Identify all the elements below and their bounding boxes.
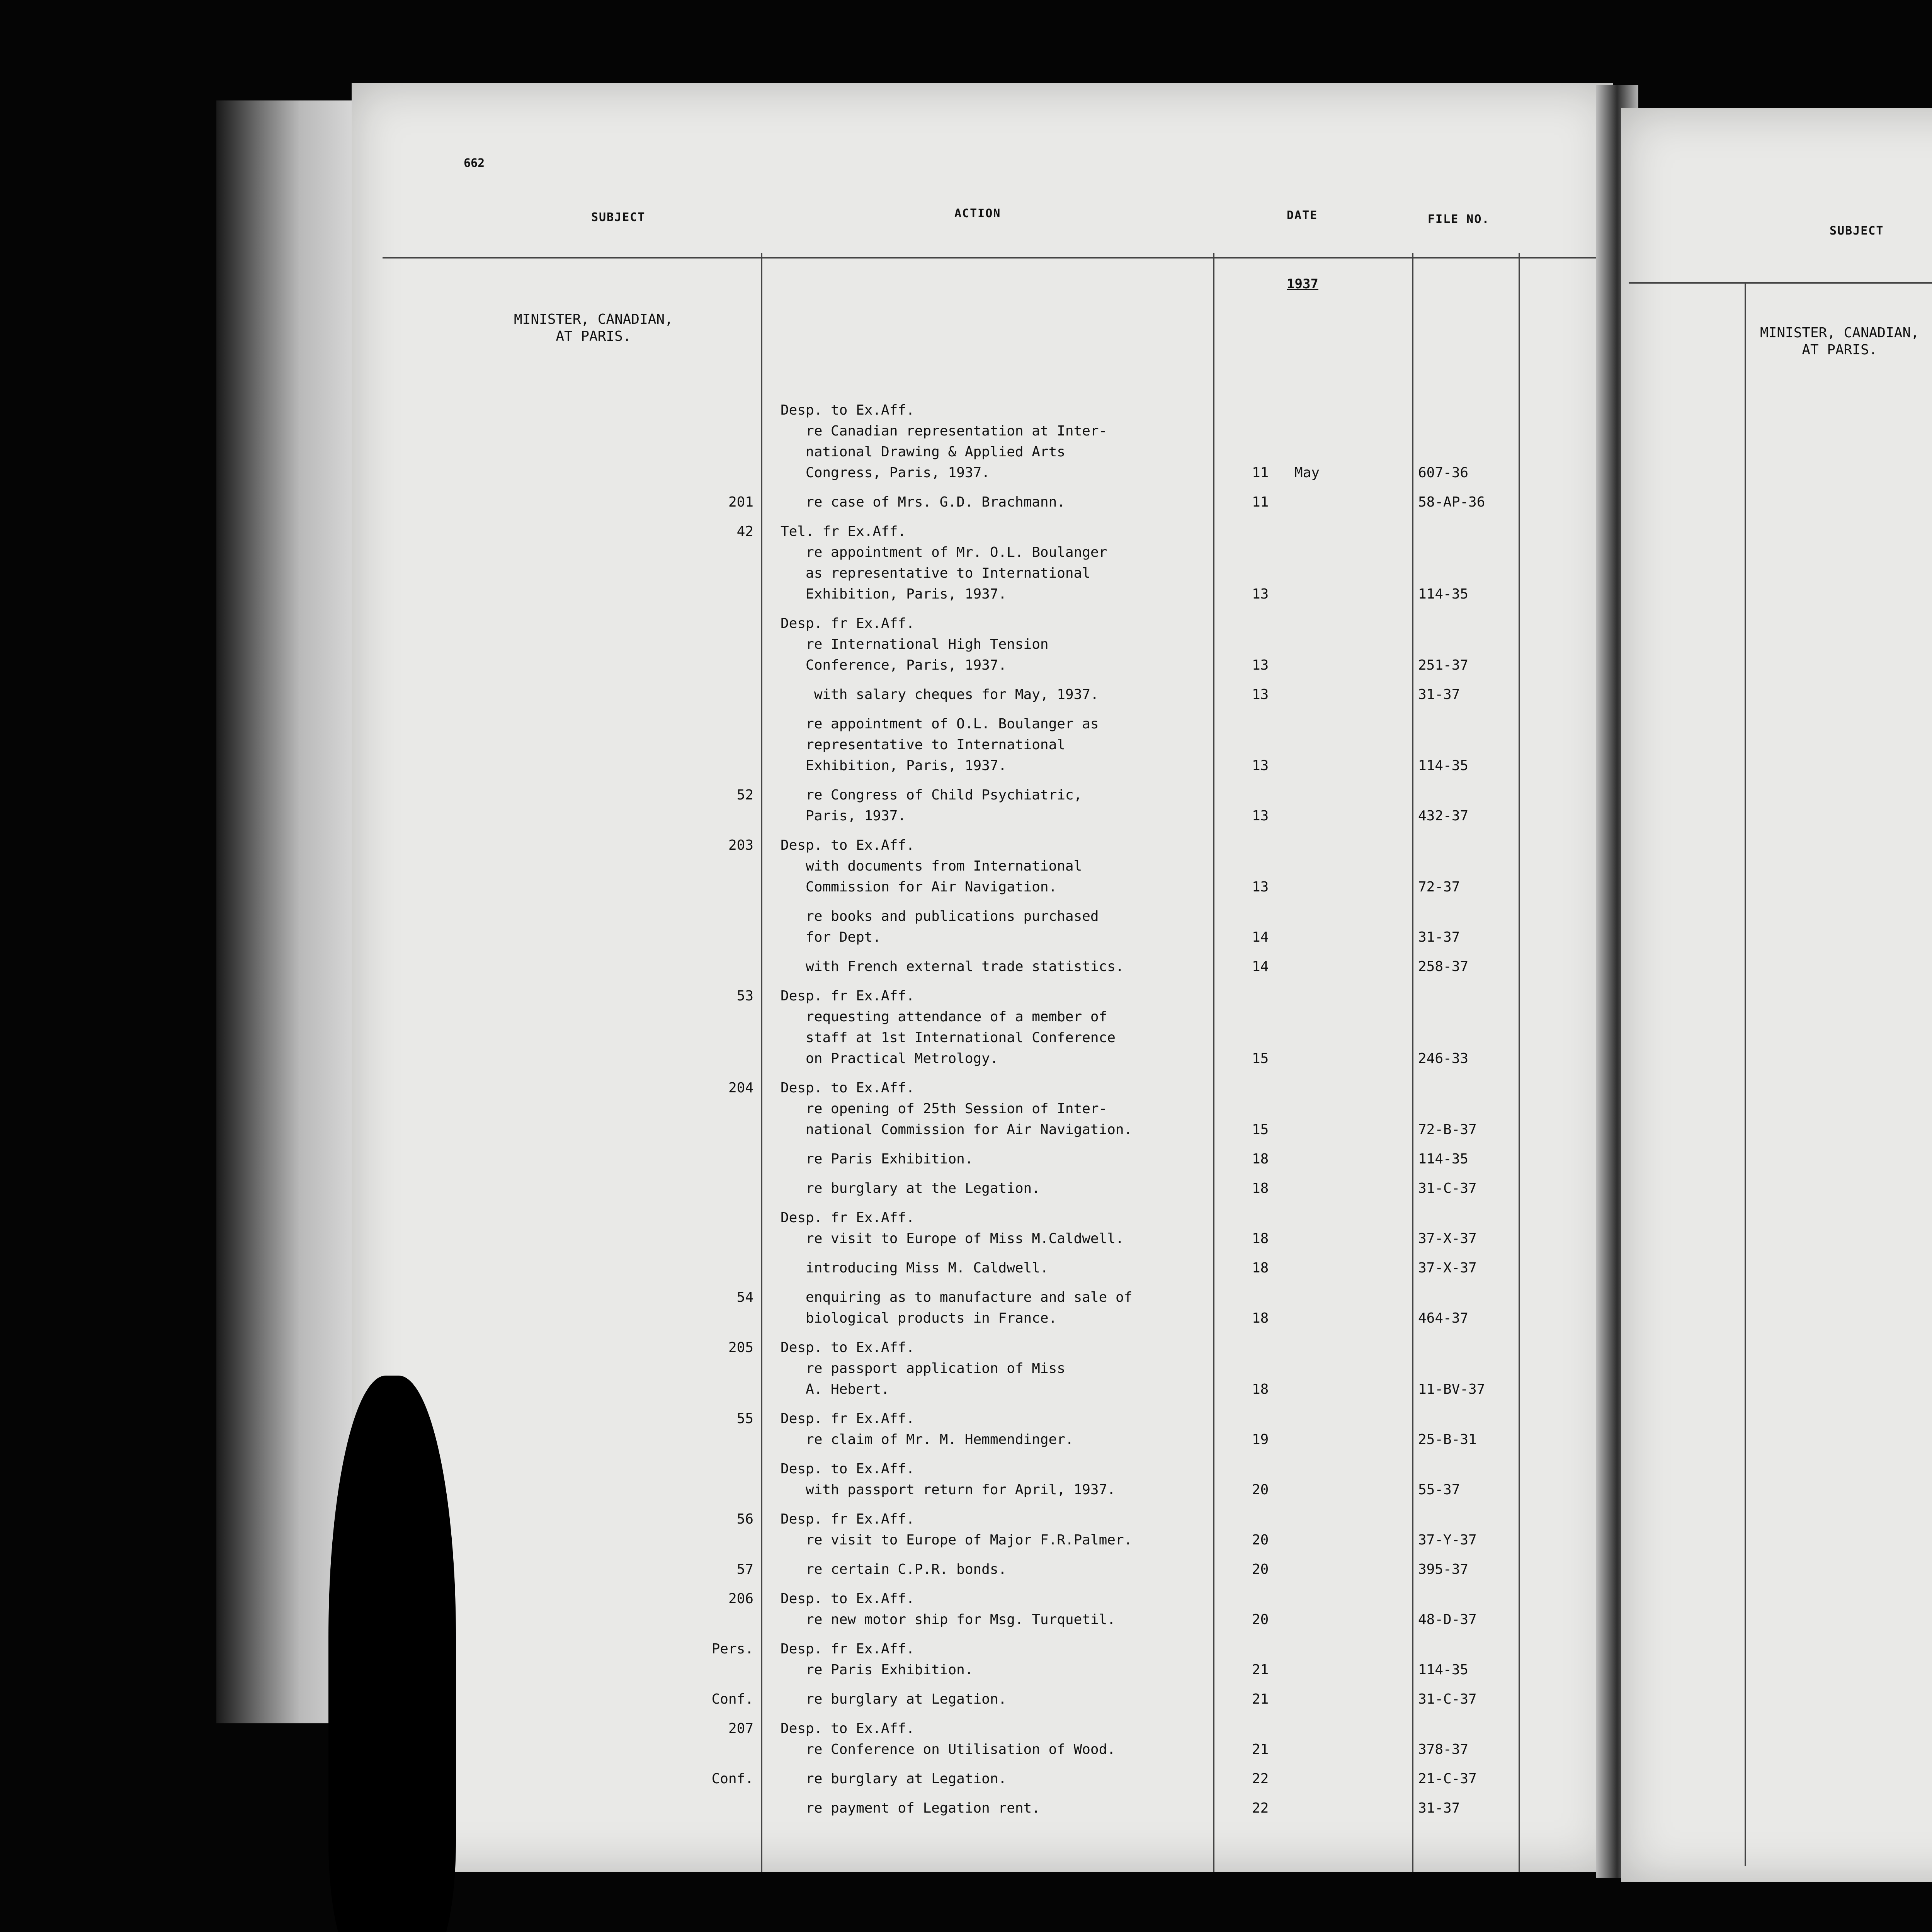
entry-number xyxy=(1911,1189,1932,1211)
entry-number xyxy=(1911,549,1932,571)
entry-number xyxy=(1911,1578,1932,1600)
entry-day: 20 xyxy=(1252,1482,1269,1498)
entry-number: 57 xyxy=(736,1561,753,1577)
entry-row xyxy=(352,1337,1613,1400)
entry-action: re appointment of O.L. Boulanger as representative to International Exhibition, Paris, 1937. xyxy=(806,716,1099,774)
entry-file-number: 31-37 xyxy=(1418,929,1460,945)
entry-number: Conf. xyxy=(711,1691,753,1707)
entry-day: 13 xyxy=(1252,808,1269,824)
action-column-header: ACTION xyxy=(954,207,1001,220)
entry-row xyxy=(1621,768,1932,790)
book-binding xyxy=(216,100,355,1723)
entry-action: re payment of Legation rent. xyxy=(781,1800,1040,1816)
entry-file-number: 395-37 xyxy=(1418,1561,1469,1577)
entry-day: 11 xyxy=(1252,465,1269,481)
entry-file-number: 251-37 xyxy=(1418,657,1469,673)
entry-action: Desp. to Ex.Aff. with passport return for April, 1937. xyxy=(781,1461,1116,1498)
entry-file-number: 432-37 xyxy=(1418,808,1469,824)
entry-action: re burglary at Legation. xyxy=(781,1691,1007,1707)
entry-day: 11 xyxy=(1252,494,1269,510)
entry-number xyxy=(1911,1653,1932,1675)
entry-row xyxy=(352,714,1613,776)
header-rule xyxy=(1629,282,1932,284)
entry-action: Desp. fr Ex.Aff. requesting attendance of a member of staff at 1st International Conference on Practical Metrology. xyxy=(781,988,1116,1066)
subject-heading: MINISTER, CANADIAN, AT PARIS. xyxy=(514,311,673,344)
entry-file-number: 31-37 xyxy=(1418,687,1460,702)
entry-file-number: 31-C-37 xyxy=(1418,1180,1477,1196)
entry-number xyxy=(1911,1368,1932,1390)
subject-column-header: SUBJECT xyxy=(591,211,646,224)
entry-day: 18 xyxy=(1252,1260,1269,1276)
entry-file-number: 72-37 xyxy=(1418,879,1460,895)
entry-file-number: 37-X-37 xyxy=(1418,1231,1477,1247)
header-rule xyxy=(383,257,1604,259)
entry-action: Desp. fr Ex.Aff. re visit to Europe of Miss M.Caldwell. xyxy=(781,1210,1124,1247)
entry-day: 22 xyxy=(1252,1771,1269,1787)
entry-row xyxy=(1621,1189,1932,1233)
entry-number xyxy=(1911,956,1932,978)
entry-number: 201 xyxy=(728,494,753,510)
file-column-header: FILE NO. xyxy=(1428,213,1490,226)
entry-action: re case of Mrs. G.D. Brachmann. xyxy=(781,494,1065,510)
entry-day: 18 xyxy=(1252,1381,1269,1397)
entry-number xyxy=(1911,1316,1932,1338)
entry-number xyxy=(1911,1504,1932,1526)
entry-number: 206 xyxy=(728,1591,753,1607)
entry-row xyxy=(352,521,1613,605)
entry-day: 13 xyxy=(1252,687,1269,702)
entry-row xyxy=(352,835,1613,898)
entry-row xyxy=(352,1078,1613,1140)
entry-day: 14 xyxy=(1252,959,1269,975)
entry-row xyxy=(352,684,1613,705)
entry-day: 21 xyxy=(1252,1691,1269,1707)
entry-action: re Congress of Child Psychiatric, Paris, 1937. xyxy=(806,787,1082,824)
entry-action: re books and publications purchased for Dept. xyxy=(806,908,1099,945)
entry-row xyxy=(1621,1684,1932,1750)
entry-file-number: 72-B-37 xyxy=(1418,1122,1477,1138)
entry-action: re burglary at the Legation. xyxy=(781,1180,1040,1196)
entry-day: 13 xyxy=(1252,879,1269,895)
entry-number xyxy=(1911,663,1932,685)
entry-row xyxy=(1621,1061,1932,1128)
entry-number xyxy=(1911,580,1932,602)
entry-action: Desp. to Ex.Aff. re Conference on Utilisation of Wood. xyxy=(781,1721,1116,1757)
entry-row xyxy=(352,1287,1613,1329)
entry-file-number: 114-35 xyxy=(1418,1151,1469,1167)
entry-action: Desp. to Ex.Aff. re new motor ship for Msg. Turquetil. xyxy=(781,1591,1116,1628)
entry-day: 18 xyxy=(1252,1180,1269,1196)
entry-number xyxy=(1911,1136,1932,1158)
page-number: 662 xyxy=(464,156,485,170)
entry-number xyxy=(1911,400,1932,422)
entry-file-number: 378-37 xyxy=(1418,1742,1469,1757)
entry-number: 52 xyxy=(736,787,753,803)
entry-number: Conf. xyxy=(711,1771,753,1787)
year-label: 1937 xyxy=(1287,276,1318,292)
entry-row xyxy=(352,956,1613,977)
entry-number xyxy=(1911,1421,1932,1443)
entry-action: Desp. fr Ex.Aff. re claim of Mr. M. Hemmendinger. xyxy=(781,1411,1074,1447)
entry-file-number: 114-35 xyxy=(1418,586,1469,602)
entry-number xyxy=(1911,1451,1932,1473)
entry-day: 22 xyxy=(1252,1800,1269,1816)
entry-action: re burglary at Legation. xyxy=(781,1771,1007,1787)
entry-day: 18 xyxy=(1252,1151,1269,1167)
entry-row xyxy=(1621,1578,1932,1645)
entry-number: 55 xyxy=(736,1411,753,1427)
entry-row xyxy=(1621,1136,1932,1180)
entry-number xyxy=(1911,1061,1932,1083)
entry-day: 15 xyxy=(1252,1122,1269,1138)
entry-row xyxy=(1621,851,1932,895)
entry-number xyxy=(1911,453,1932,475)
entry-number: 203 xyxy=(728,837,753,853)
entry-row xyxy=(1621,1421,1932,1443)
entry-file-number: 58-AP-36 xyxy=(1418,494,1485,510)
entry-action: introducing Miss M. Caldwell. xyxy=(781,1260,1049,1276)
entry-file-number: 607-36 xyxy=(1418,465,1469,481)
entry-row xyxy=(352,1149,1613,1170)
entry-number xyxy=(1911,799,1932,821)
entry-file-number: 114-35 xyxy=(1418,1662,1469,1678)
entry-day: 15 xyxy=(1252,1051,1269,1066)
entry-row xyxy=(1621,1368,1932,1412)
entry-row xyxy=(1621,1451,1932,1495)
entry-row xyxy=(1621,1241,1932,1307)
entry-row xyxy=(352,1559,1613,1580)
entry-number: Pers. xyxy=(711,1641,753,1657)
entry-file-number: 246-33 xyxy=(1418,1051,1469,1066)
entry-action: Desp. to Ex.Aff. re passport application of Miss A. Hebert. xyxy=(781,1340,1065,1397)
entry-number: 205 xyxy=(728,1340,753,1355)
entry-row xyxy=(352,1178,1613,1199)
entry-number: 56 xyxy=(736,1511,753,1527)
entry-number: 42 xyxy=(736,524,753,539)
entry-number xyxy=(1911,738,1932,760)
entry-action: Desp. to Ex.Aff. re Canadian representation at Inter- national Drawing & Applied Arts Congress, Paris, 1937. xyxy=(781,402,1107,481)
entry-row xyxy=(352,1258,1613,1279)
entry-row xyxy=(352,613,1613,676)
entry-number xyxy=(1911,768,1932,790)
entry-action: Desp. to Ex.Aff. re opening of 25th Session of Inter- national Commission for Air Navigation. xyxy=(781,1080,1133,1138)
entry-number xyxy=(1911,851,1932,873)
entry-file-number: 21-C-37 xyxy=(1418,1771,1477,1787)
entry-row xyxy=(352,1798,1613,1819)
entry-row xyxy=(1621,738,1932,760)
entry-row xyxy=(1621,799,1932,843)
entry-number: 207 xyxy=(728,1721,753,1736)
entry-row xyxy=(352,492,1613,513)
entry-row xyxy=(352,1408,1613,1450)
entry-number: 54 xyxy=(736,1289,753,1305)
entry-row xyxy=(352,1718,1613,1760)
entry-day: 18 xyxy=(1252,1231,1269,1247)
entry-row xyxy=(352,1509,1613,1551)
entry-row xyxy=(352,1689,1613,1710)
entry-row xyxy=(1621,549,1932,571)
entry-day: 18 xyxy=(1252,1310,1269,1326)
entry-action: enquiring as to manufacture and sale of biological products in France. xyxy=(806,1289,1133,1326)
entry-file-number: 464-37 xyxy=(1418,1310,1469,1326)
entry-month: May xyxy=(1294,465,1320,481)
entry-row xyxy=(352,1459,1613,1500)
entry-day: 20 xyxy=(1252,1561,1269,1577)
entry-row xyxy=(1621,1653,1932,1675)
entry-row xyxy=(1621,904,1932,948)
entry-file-number: 25-B-31 xyxy=(1418,1432,1477,1447)
date-column-header: DATE xyxy=(1287,209,1318,222)
entry-row xyxy=(352,1639,1613,1680)
entry-row xyxy=(1621,453,1932,541)
entry-row xyxy=(1621,956,1932,1000)
entry-row xyxy=(352,785,1613,827)
entry-file-number: 48-D-37 xyxy=(1418,1612,1477,1628)
entry-file-number: 55-37 xyxy=(1418,1482,1460,1498)
entry-day: 13 xyxy=(1252,758,1269,774)
entry-number xyxy=(1911,1009,1932,1031)
entry-file-number: 37-Y-37 xyxy=(1418,1532,1477,1548)
entry-file-number: 37-X-37 xyxy=(1418,1260,1477,1276)
entry-file-number: 31-C-37 xyxy=(1418,1691,1477,1707)
entry-file-number: 31-37 xyxy=(1418,1800,1460,1816)
subject-column-header: SUBJECT xyxy=(1830,224,1884,238)
entry-file-number: 11-BV-37 xyxy=(1418,1381,1485,1397)
entry-action: Tel. fr Ex.Aff. re appointment of Mr. O.L. Boulanger as representative to International Exhibition, Paris, 1937. xyxy=(781,524,1107,602)
entry-row xyxy=(1621,1316,1932,1360)
entry-file-number: 114-35 xyxy=(1418,758,1469,774)
entry-file-number: 258-37 xyxy=(1418,959,1469,975)
entry-action: Desp. fr Ex.Aff. re visit to Europe of Major F.R.Palmer. xyxy=(781,1511,1133,1548)
entry-row xyxy=(1621,1504,1932,1570)
entry-day: 14 xyxy=(1252,929,1269,945)
entry-day: 13 xyxy=(1252,586,1269,602)
entry-row xyxy=(1621,1009,1932,1053)
entry-day: 20 xyxy=(1252,1532,1269,1548)
entry-day: 20 xyxy=(1252,1612,1269,1628)
entry-number: 204 xyxy=(728,1080,753,1096)
entry-row xyxy=(1621,400,1932,444)
entry-row xyxy=(352,1588,1613,1630)
entry-row xyxy=(352,906,1613,948)
entry-action: with French external trade statistics. xyxy=(781,959,1124,975)
entry-row xyxy=(1621,348,1932,392)
left-page xyxy=(352,83,1613,1872)
entry-row xyxy=(352,1769,1613,1789)
entry-row xyxy=(1621,633,1932,655)
entry-row xyxy=(1621,580,1932,624)
subject-heading: MINISTER, CANADIAN, AT PARIS. xyxy=(1760,325,1919,358)
right-page xyxy=(1621,108,1932,1882)
entry-row xyxy=(352,986,1613,1069)
entry-action: Desp. fr Ex.Aff. re International High Tension Conference, Paris, 1937. xyxy=(781,616,1049,673)
entry-row xyxy=(352,1208,1613,1249)
entry-action: Desp. fr Ex.Aff. re Paris Exhibition. xyxy=(781,1641,973,1678)
entry-day: 21 xyxy=(1252,1742,1269,1757)
entry-day: 13 xyxy=(1252,657,1269,673)
entry-row xyxy=(1621,663,1932,729)
entry-day: 19 xyxy=(1252,1432,1269,1447)
entry-action: with salary cheques for May, 1937. xyxy=(781,687,1099,702)
entry-action: re certain C.P.R. bonds. xyxy=(781,1561,1007,1577)
entry-number xyxy=(1911,904,1932,926)
entry-day: 21 xyxy=(1252,1662,1269,1678)
entry-row xyxy=(352,400,1613,483)
entry-action: re Paris Exhibition. xyxy=(781,1151,973,1167)
entry-action: Desp. to Ex.Aff. with documents from International Commission for Air Navigation. xyxy=(781,837,1082,895)
entry-number: 53 xyxy=(736,988,753,1004)
left-thumb xyxy=(328,1376,456,1932)
entry-row xyxy=(1621,1758,1932,1824)
